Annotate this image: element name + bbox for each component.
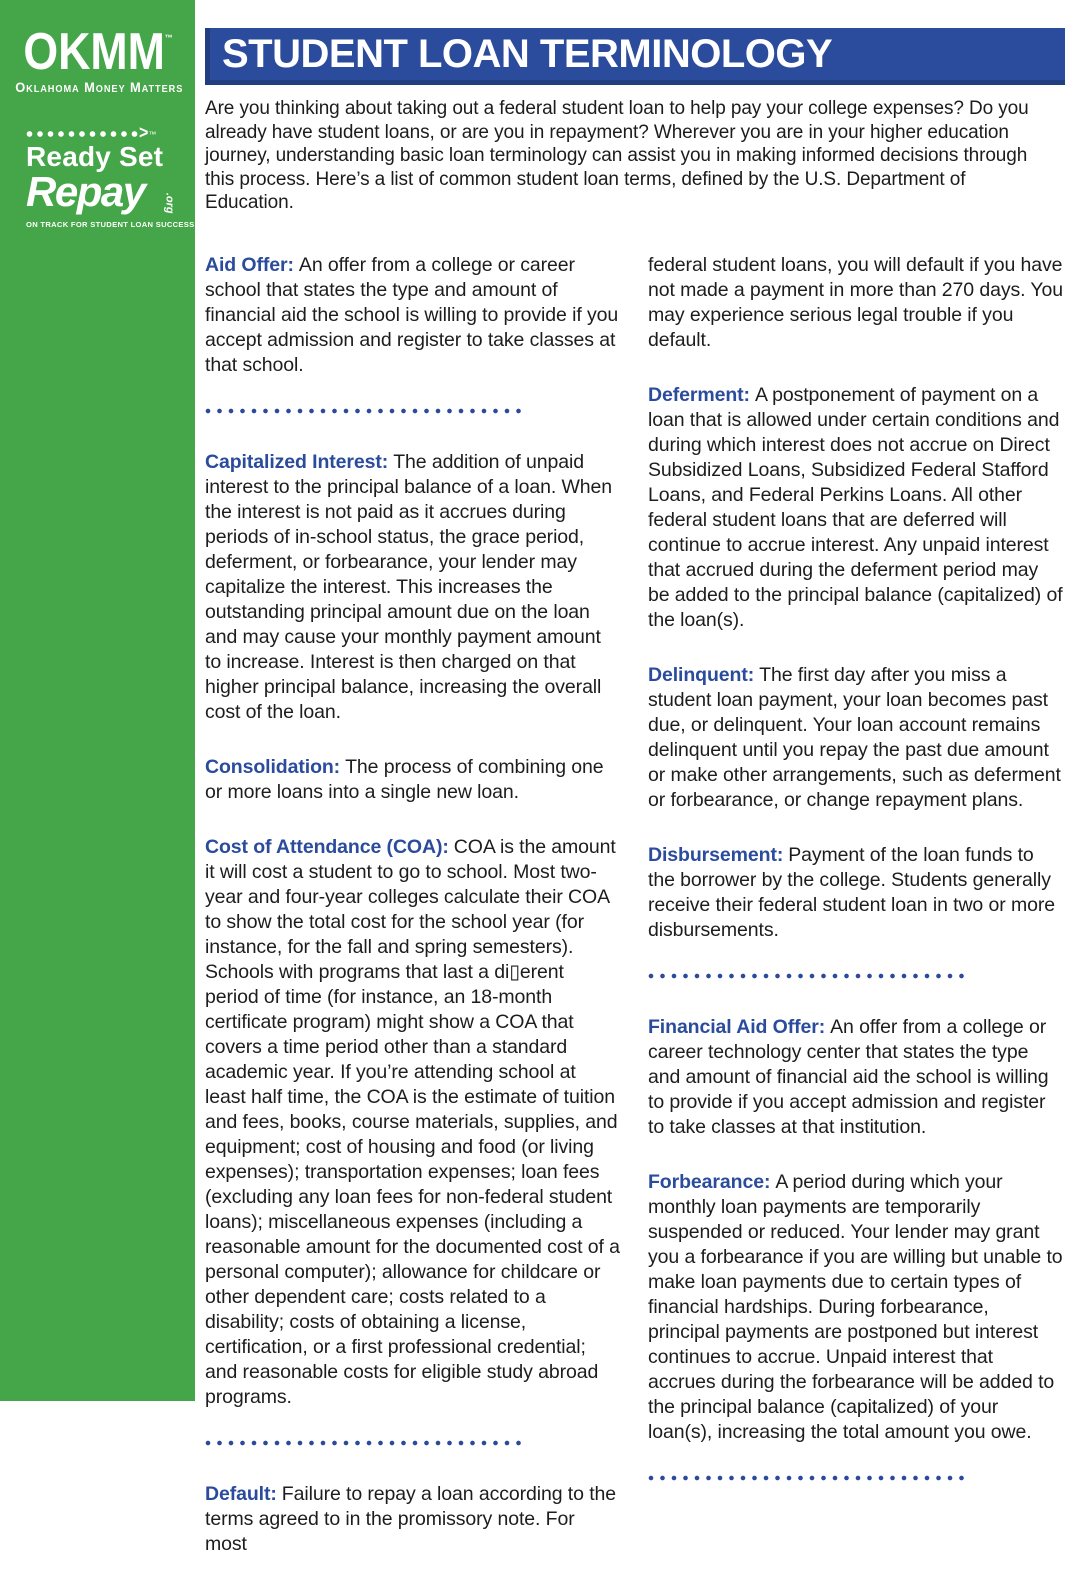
term-label: Capitalized Interest: — [205, 450, 389, 473]
term-label: Aid Offer: — [205, 253, 294, 276]
dotted-divider — [648, 973, 970, 979]
term-entry-default — [205, 1482, 621, 1557]
term-entry-deferment — [648, 383, 1064, 633]
two-column-layout — [205, 253, 1065, 1587]
okmm-subtitle: Oklahoma Money Matters — [14, 79, 183, 95]
term-entry-capitalized-interest — [205, 450, 621, 725]
term-definition: Payment of the loan funds to the borrower by the college. Students generally receive their federal student loan in two or more disbursements. — [648, 843, 1055, 941]
trademark-icon: ™ — [164, 33, 173, 43]
dots-graphic-icon — [26, 130, 138, 138]
term-label: Deferment: — [648, 383, 750, 406]
term-entry-disbursement — [648, 843, 1064, 943]
rsr-repay: Repay — [26, 168, 145, 216]
rsr-ready-set: Ready Set — [26, 141, 164, 172]
main-content — [205, 0, 1065, 1587]
term-label: Default: — [205, 1482, 277, 1505]
term-definition: COA is the amount it will cost a student to go to school. Most two-year and four-year colleges calculate their COA to show the total cost for the school year (for instance, for the fall and spring semesters). Schools with programs that last a di▯erent period of time (for instance, an 18-month certificate program) might show a COA that covers a time period other than a standard academic year. If you’re attending school at least half time, the COA is the estimate of tuition and fees, books, course materials, supplies, and equipment; cost of housing and food (or living expenses); transportation expenses; loan fees (excluding any loan fees for non-federal student loans); miscellaneous expenses (including a reasonable amount for the documented cost of a personal computer); allowance for childcare or other dependent care; costs related to a disability; costs of obtaining a license, certification, or a first professional credential; and reasonable costs for eligible study abroad programs. — [205, 835, 620, 1408]
dotted-divider — [205, 1440, 527, 1446]
rsr-repay-row — [26, 168, 176, 216]
term-definition: The addition of unpaid interest to the principal balance of a loan. When the interest is not paid as it accrues during periods of in-school status, the grace period, deferment, or forbearance, your lender may capitalize the interest. This increases the outstanding principal amount due on the loan and may cause your monthly payment amount to increase. Interest is then charged on that higher principal balance, increasing the overall cost of the loan. — [205, 450, 613, 723]
term-definition: The first day after you miss a student loan payment, your loan becomes past due, or delinquent. Your loan account remains delinquent until you repay the past due amount or make other arrangements, such as deferment or forbearance, or change repayment plans. — [648, 663, 1061, 811]
trademark-icon: ™ — [148, 129, 157, 139]
term-definition: The process of combining one or more loans into a single new loan. — [205, 755, 604, 803]
page-title: STUDENT LOAN TERMINOLOGY — [222, 31, 833, 76]
term-entry-default-continued — [648, 253, 1064, 353]
term-definition: An offer from a college or career technology center that states the type and amount of financial aid the school is willing to provide if you accept admission and register to take classes at that institution. — [648, 1015, 1049, 1138]
dotted-divider — [648, 1475, 970, 1481]
right-column — [648, 253, 1064, 1587]
term-entry-forbearance — [648, 1170, 1064, 1445]
dotted-divider — [205, 408, 527, 414]
arrow-icon: > — [139, 123, 149, 144]
green-sidebar — [0, 0, 195, 1401]
term-entry-delinquent — [648, 663, 1064, 813]
okmm-logo — [8, 23, 188, 95]
term-label: Forbearance: — [648, 1170, 771, 1193]
ready-set-repay-logo — [26, 123, 195, 230]
term-label: Cost of Attendance (COA): — [205, 835, 449, 858]
okmm-text: OKMM — [22, 23, 165, 81]
term-definition: Failure to repay a loan according to the terms agreed to in the promissory note. For most — [205, 1482, 617, 1555]
term-definition: A period during which your monthly loan payments are temporarily suspended or reduced. Your lender may grant you a forbearance if you are willing but unable to make loan payments due to certain types of financial hardships. During forbearance, principal payments are postponed but interest continues to accrue. Unpaid interest that accrues during the forbearance will be added to the principal balance (capitalized) of your loan(s), increasing the total amount you owe. — [648, 1170, 1063, 1443]
dotted-arrow-row — [26, 123, 176, 144]
term-entry-aid-offer — [205, 253, 621, 378]
term-definition: An offer from a college or career school that states the type and amount of financial aid the school is willing to provide if you accept admission and register to take classes at that school. — [205, 253, 619, 376]
term-definition: federal student loans, you will default if you have not made a payment in more than 270 days. You may experience serious legal trouble if you default. — [648, 253, 1064, 351]
term-definition: A postponement of payment on a loan that is allowed under certain conditions and during which interest does not accrue on Direct Subsidized Loans, Subsidized Federal Stafford Loans, and Federal Perkins Loans. All other federal student loans that are deferred will continue to accrue interest. Any unpaid interest that accrued during the deferment period may be added to the principal balance (capitalized) of the loan(s). — [648, 383, 1063, 631]
term-label: Delinquent: — [648, 663, 755, 686]
title-bar — [205, 28, 1065, 85]
term-entry-financial-aid-offer — [648, 1015, 1064, 1140]
term-label: Financial Aid Offer: — [648, 1015, 826, 1038]
term-label: Consolidation: — [205, 755, 341, 778]
term-entry-consolidation — [205, 755, 621, 805]
okmm-wordmark — [20, 23, 175, 81]
left-column — [205, 253, 621, 1587]
rsr-org-suffix: .org — [163, 192, 176, 214]
term-label: Disbursement: — [648, 843, 784, 866]
intro-paragraph: Are you thinking about taking out a federal student loan to help pay your college expenses? Do you already have student loans, or are you in repayment? Wherever you are in your higher education journey, understanding basic loan terminology can assist you in making informed decisions through this process. Here’s a list of common student loan terms, defined by the U.S. Department of Education. — [205, 98, 1029, 213]
term-entry-cost-of-attendance — [205, 835, 621, 1410]
rsr-tagline: ON TRACK FOR STUDENT LOAN SUCCESS — [26, 220, 195, 230]
